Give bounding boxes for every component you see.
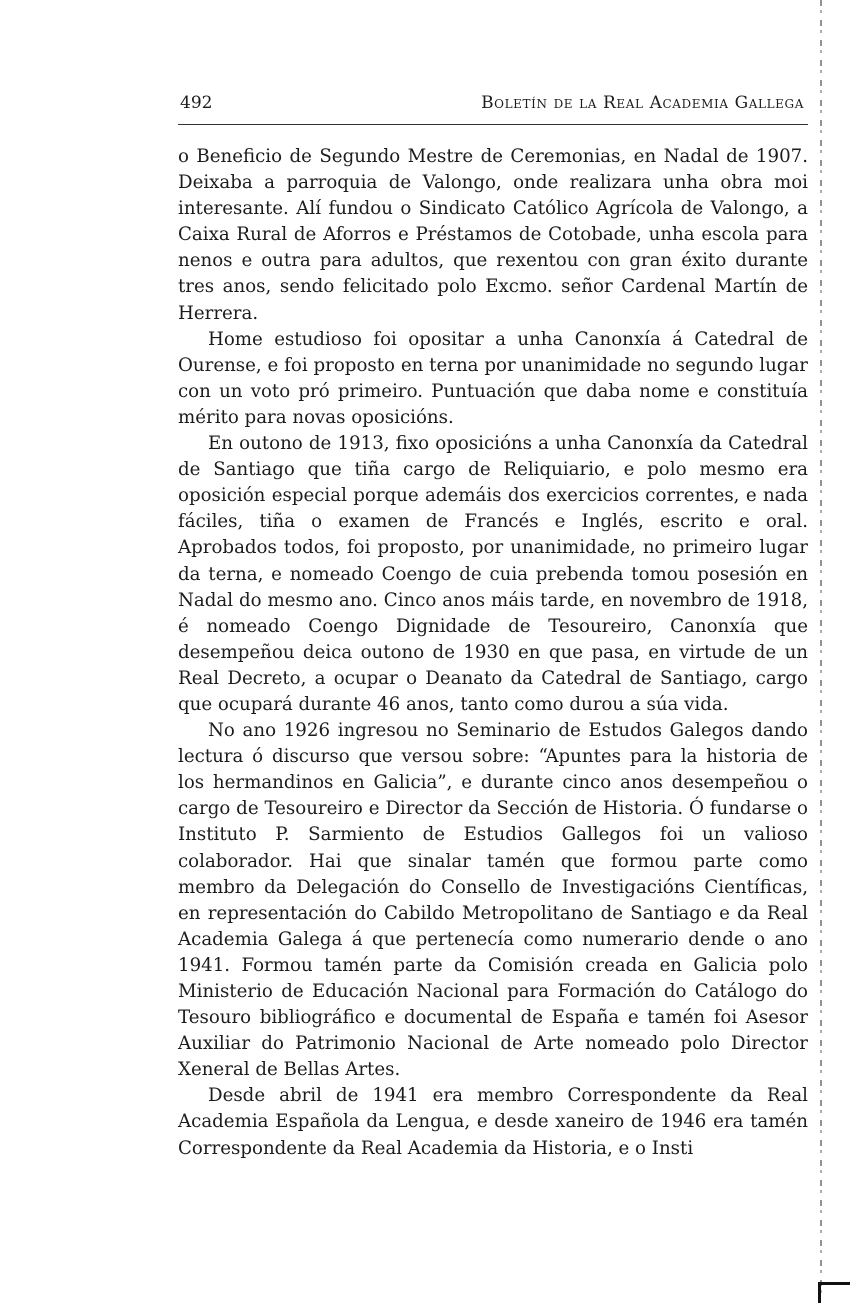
paragraph-4: No ano 1926 ingresou no Seminario de Estudos Galegos dando lectura ó discurso que versou sobre: “Apuntes para la historia de los hermandinos en Galicia”, e durante cinco anos desempeñou o cargo de Tesoureiro e Director da Sección de Historia. Ó fundarse o Instituto P. Sarmiento de Estudios Gallegos foi un valioso colaborador. Hai que sinalar tamén que formou parte como membro da Delegación do Consello de Investigacións Científicas, en representación do Cabildo Metropolitano de Santiago e da Real Academia Galega á que pertenecía como numerario dende o ano 1941. Formou tamén parte da Comisión creada en Galicia polo Ministerio de Educación Nacional para Formación do Catálogo do Tesouro bibliográfico e documental de España e tamén foi Asesor Auxiliar do Patrimonio Nacional de Arte nomeado polo Director Xeneral de Bellas Artes. <box>178 720 808 1081</box>
header-rule <box>178 124 808 125</box>
running-head: Boletín de la Real Academia Gallega <box>481 93 804 113</box>
body-text <box>178 144 808 1162</box>
scan-edge-line <box>820 0 822 1300</box>
paragraph-3: En outono de 1913, fixo oposicións a unha Canonxía da Catedral de Santiago que tiña cargo de Reliquiario, e polo mesmo era oposición especial porque ademáis dos exercicios correntes, e nada fáciles, tiña o examen de Francés e Inglés, escrito e oral. Aprobados todos, foi proposto, por unanimidade, no primeiro lugar da terna, e nomeado Coengo de cuia prebenda tomou posesión en Nadal do mesmo ano. Cinco anos máis tarde, en novembro de 1918, é nomeado Coengo Dignidade de Tesoureiro, Canonxía que desempeñou deica outono de 1930 en que pasa, en virtude de un Real Decreto, a ocupar o Deanato da Catedral de Santiago, cargo que ocupará durante 46 anos, tanto como durou a súa vida. <box>178 433 808 715</box>
paragraph-2: Home estudioso foi opositar a unha Canonxía á Catedral de Ourense, e foi proposto en terna por unanimidade no segundo lugar con un voto pró primeiro. Puntuación que daba nome e constituía mérito para novas oposicións. <box>178 328 808 428</box>
paragraph-1: o Beneficio de Segundo Mestre de Ceremonias, en Nadal de 1907. Deixaba a parroquia de Valongo, onde realizara unha obra moi interesante. Alí fundou o Sindicato Católico Agrícola de Valongo, a Caixa Rural de Aforros e Préstamos de Cotobade, unha escola para nenos e outra para adultos, que rexentou con gran éxito durante tres anos, sendo felicitado polo Excmo. señor Cardenal Martín de Herrera. <box>178 146 808 324</box>
paragraph-5: Desde abril de 1941 era membro Correspondente da Real Academia Española da Lengua, e desde xaneiro de 1946 era tamén Correspondente da Real Academia da Historia, e o Insti <box>178 1085 808 1159</box>
page-number: 492 <box>180 93 213 113</box>
page-header <box>180 93 806 113</box>
